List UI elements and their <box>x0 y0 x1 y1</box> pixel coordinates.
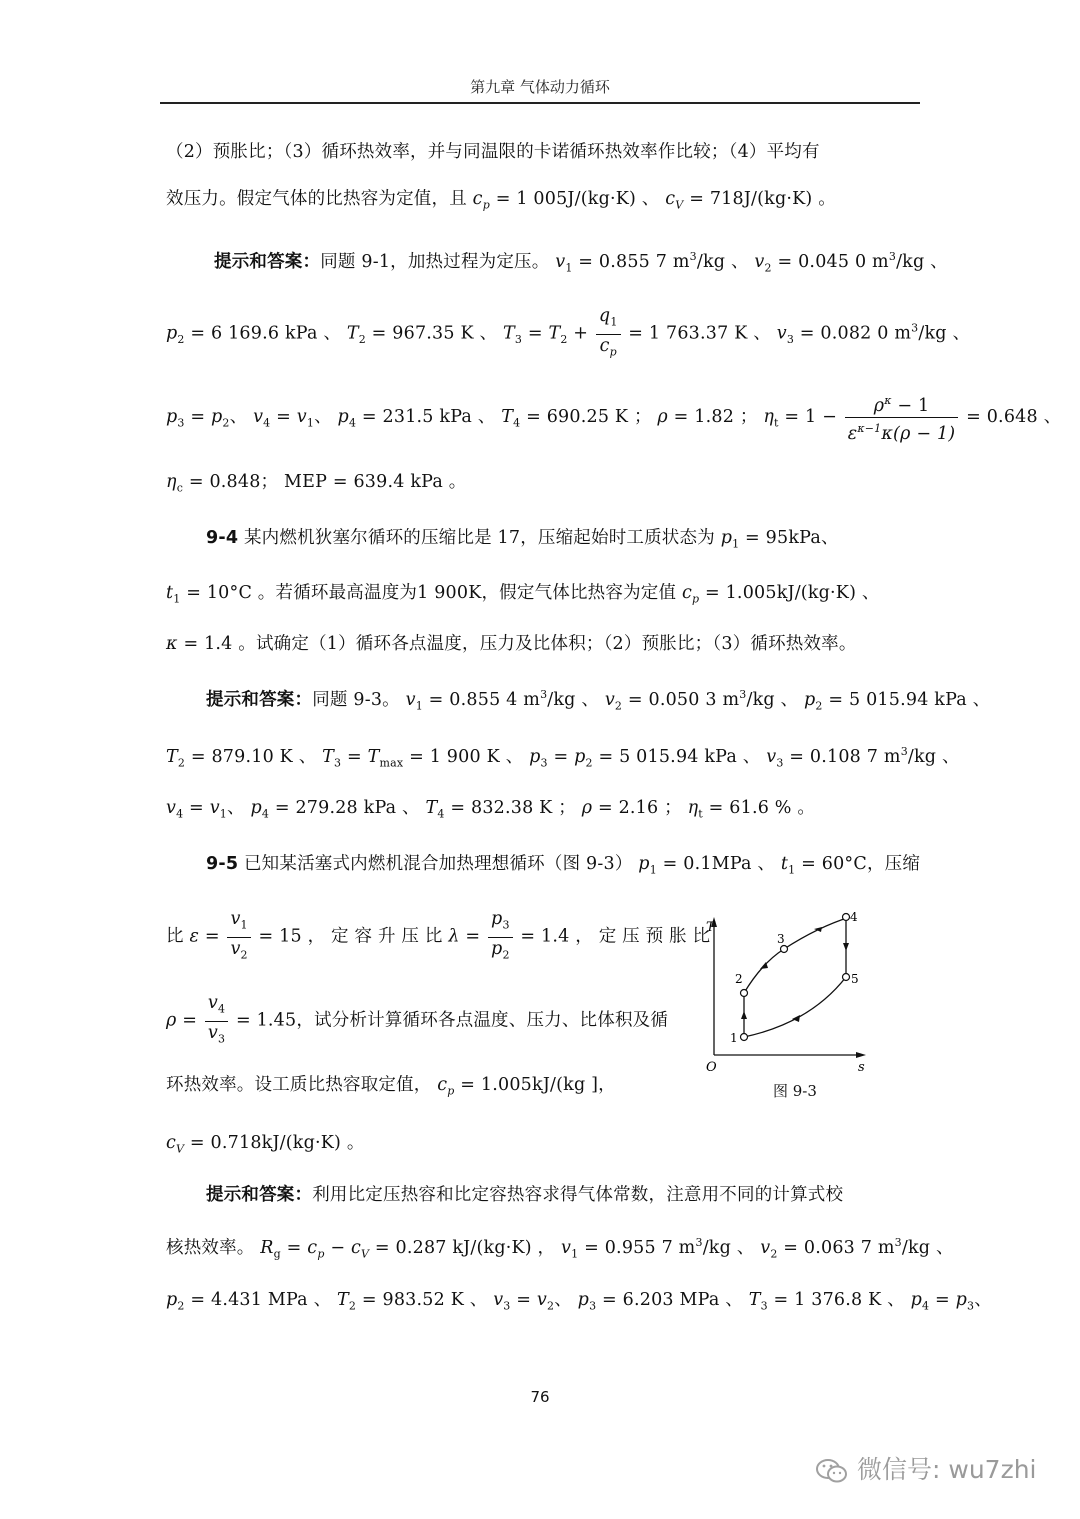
value-cv: = 718J/(kg·K) 。 <box>683 189 836 209</box>
problem-text: = 1.4 ， 定 压 预 胀 比 <box>514 926 711 947</box>
symbol-v: v <box>776 323 787 344</box>
sub-p: p <box>447 1084 455 1098</box>
answer-9-5-line-1 <box>206 1180 956 1210</box>
value-rho: = 1.82 ； <box>667 406 758 427</box>
unit: /kg 、 <box>907 746 960 767</box>
sub-2: 2 <box>560 333 568 346</box>
sub-1: 1 <box>219 807 227 821</box>
sup-3: 3 <box>911 321 919 335</box>
sub-max: max <box>379 756 404 770</box>
sub-1: 1 <box>306 416 315 430</box>
symbol-c: c <box>472 189 483 209</box>
symbol-lambda: λ <box>448 926 460 947</box>
symbol-p: p <box>577 1290 590 1310</box>
equals: = <box>547 746 575 767</box>
problem-text: 环热效率。设工质比热容取定值， <box>166 1075 432 1095</box>
answer-text: 利用比定压热容和比定容热容求得气体常数，注意用不同的计算式校 <box>312 1185 844 1205</box>
sub-2: 2 <box>177 1299 185 1313</box>
symbol-T: T <box>501 406 514 427</box>
sub-3: 3 <box>503 1299 511 1313</box>
sub-2: 2 <box>177 756 186 770</box>
sep: 、 <box>226 798 245 818</box>
symbol-v: v <box>760 1237 771 1258</box>
point-label-3: 3 <box>777 932 785 946</box>
problem-9-5-line-3: ρ = $\frac{v_4}{v_3}$ = 1.45，试分析计算循环各点温度、压力、比体积及循 <box>166 992 686 1050</box>
answer-9-5-line-3 <box>166 1285 992 1322</box>
symbol-p: p <box>910 1290 923 1310</box>
symbol-epsilon: ε <box>189 926 200 947</box>
value-p1: = 0.1MPa 、 <box>656 854 776 874</box>
value-p4: = 231.5 kPa 、 <box>356 406 496 427</box>
sub-1: 1 <box>732 537 740 551</box>
state-point-4 <box>843 914 850 921</box>
hint-label: 提示和答案： <box>206 1185 313 1205</box>
sub-4: 4 <box>176 807 184 821</box>
text-line-1 <box>166 137 916 167</box>
symbol-t: t <box>166 583 174 603</box>
sub-3: 3 <box>217 1032 226 1045</box>
arrow-icon <box>792 1015 800 1022</box>
value-v3: = 0.082 0 m <box>794 323 912 344</box>
sup-3: 3 <box>695 1236 703 1249</box>
problem-9-4-line-1 <box>206 523 956 560</box>
origin-label: O <box>706 1060 717 1075</box>
point-label-5: 5 <box>851 972 859 986</box>
problem-text: = 1.45，试分析计算循环各点温度、压力、比体积及循 <box>230 1010 669 1031</box>
sub-3: 3 <box>760 1299 768 1313</box>
sep: 、 <box>229 406 248 427</box>
sub-2: 2 <box>770 1247 778 1261</box>
symbol-c: c <box>166 1133 177 1153</box>
axis-label-s: s <box>858 1060 865 1075</box>
value-eta: = 61.6 % 。 <box>702 798 816 818</box>
symbol-T: T <box>548 323 561 344</box>
symbol-p: p <box>250 798 262 818</box>
value-p3: = 6.203 MPa 、 <box>596 1290 743 1310</box>
value-p4: = 279.28 kPa 、 <box>269 798 420 818</box>
fraction-v4-v3 <box>205 992 228 1050</box>
hint-label: 提示和答案： <box>206 689 313 710</box>
value-T3: = 1 376.8 K 、 <box>767 1290 905 1310</box>
symbol-T: T <box>367 746 380 767</box>
equals: = <box>184 406 211 427</box>
sub-g: g <box>273 1247 281 1261</box>
symbol-c: c <box>437 1075 448 1095</box>
symbol-eta: η <box>687 798 699 818</box>
problem-9-4-line-2 <box>166 578 916 615</box>
figure-caption: 图 9-3 <box>773 1082 817 1100</box>
wechat-icon <box>815 1457 849 1485</box>
sub-2: 2 <box>222 416 230 430</box>
sub-4: 4 <box>437 807 445 821</box>
hint-label: 提示和答案： <box>214 251 321 272</box>
chapter-header: 第九章 气体动力循环 <box>470 78 610 96</box>
symbol-v: v <box>230 938 241 959</box>
sub-t: t <box>698 807 703 821</box>
symbol-v: v <box>561 1237 572 1258</box>
value-p2: = 5 015.94 kPa 、 <box>822 689 991 710</box>
problem-text: 已知某活塞式内燃机混合加热理想循环（图 9-3） <box>238 854 633 874</box>
value-cp: = 1 005J/(kg·K) 、 <box>489 189 660 209</box>
sup-kappa-1: κ−1 <box>857 421 882 435</box>
sub-p: p <box>691 592 700 606</box>
state-point-3 <box>781 946 788 953</box>
sub-2: 2 <box>585 756 593 770</box>
sub-V: V <box>675 198 684 212</box>
sub-1: 1 <box>240 918 248 932</box>
symbol-v: v <box>230 909 241 929</box>
unit: /kg 、 <box>918 323 971 344</box>
value-p1: = 95kPa、 <box>739 528 839 548</box>
value-v1: = 0.855 4 m <box>422 689 541 710</box>
sub-3: 3 <box>334 756 342 770</box>
answer-text: 同题 9-1，加热过程为定压。 <box>320 251 550 272</box>
value-v3: = 0.108 7 m <box>783 746 901 767</box>
equals: = <box>280 1237 308 1258</box>
problem-text: 效压力。假定气体的比热容为定值，且 <box>166 189 467 209</box>
value-t1: = 60°C，压缩 <box>795 854 921 874</box>
problem-9-5-line-5 <box>166 1128 916 1165</box>
value-rho: = 2.16 ； <box>592 798 682 818</box>
equals: = <box>183 798 210 818</box>
symbol-p: p <box>574 746 586 767</box>
point-label-4: 4 <box>850 910 858 924</box>
symbol-p: p <box>166 1290 178 1310</box>
problem-9-5-line-4 <box>166 1070 686 1107</box>
symbol-v: v <box>296 406 307 427</box>
answer-9-4-line-1 <box>206 680 991 721</box>
symbol-v: v <box>207 993 218 1013</box>
symbol-q: q <box>598 306 611 326</box>
fraction-v1-v2 <box>227 908 250 966</box>
process-5-1 <box>744 977 846 1037</box>
watermark <box>815 1450 1050 1490</box>
sub-V: V <box>176 1142 185 1156</box>
header-rule <box>160 102 920 104</box>
symbol-T: T <box>166 746 178 767</box>
unit: /kg 、 <box>896 251 948 272</box>
sup-3: 3 <box>900 745 908 758</box>
symbol-rho: ρ <box>581 798 593 818</box>
symbol-c: c <box>350 1237 361 1258</box>
symbol-p: p <box>804 689 816 710</box>
sup-3: 3 <box>739 688 747 701</box>
sub-3: 3 <box>786 333 795 346</box>
symbol-p: p <box>955 1290 968 1310</box>
symbol-T: T <box>337 1290 349 1310</box>
s-axis-arrow-icon <box>856 1052 866 1058</box>
sub-4: 4 <box>348 416 357 430</box>
state-point-5 <box>843 974 850 981</box>
sub-p: p <box>609 345 617 358</box>
answer-9-5-line-2 <box>166 1228 954 1269</box>
point-label-1: 1 <box>730 1031 738 1045</box>
sub-2: 2 <box>502 948 510 961</box>
process-3-4 <box>784 917 850 949</box>
value-Rg: = 0.287 kJ/(kg·K) ， <box>369 1237 556 1258</box>
sub-4: 4 <box>513 416 521 430</box>
sub-3: 3 <box>514 333 523 346</box>
sub-4: 4 <box>263 416 271 430</box>
equals: = <box>522 323 549 344</box>
minus: − <box>324 1237 351 1258</box>
sub-3: 3 <box>177 416 185 430</box>
arrow-icon <box>741 1011 747 1019</box>
value-T4: = 832.38 K ； <box>444 798 576 818</box>
answer-line-1 <box>214 242 964 283</box>
sup-3: 3 <box>689 250 697 263</box>
unit: /kg 、 <box>746 689 799 710</box>
value-cp: = 1.005kJ/(kg ]， <box>454 1075 616 1095</box>
sub-4: 4 <box>217 1002 226 1016</box>
sub-t: t <box>774 416 779 430</box>
sep: 、 <box>314 406 332 427</box>
value-T3: = 1 763.37 K 、 <box>622 323 771 344</box>
sub-1: 1 <box>610 315 618 329</box>
symbol-p: p <box>491 909 503 929</box>
sub-p: p <box>317 1247 325 1261</box>
value-v1: = 0.955 7 m <box>578 1237 696 1258</box>
sub-2: 2 <box>614 699 623 713</box>
answer-text: 同题 9-3。 <box>312 689 400 710</box>
value-cp: = 1.005kJ/(kg·K) 、 <box>699 583 880 603</box>
unit: /kg 、 <box>547 689 600 710</box>
fraction-p3-p2 <box>488 908 513 966</box>
symbol-c: c <box>307 1237 318 1258</box>
value-p2: = 6 169.6 kPa 、 <box>184 323 342 344</box>
sub-3: 3 <box>589 1299 597 1313</box>
watermark-text: 微信号: wu7zhi <box>857 1455 1037 1484</box>
symbol-T: T <box>502 323 515 344</box>
value-T2: = 967.35 K 、 <box>365 323 498 344</box>
value-p3: = 5 015.94 kPa 、 <box>592 746 761 767</box>
sub-c: c <box>176 481 184 495</box>
symbol-v: v <box>555 251 566 272</box>
symbol-p: p <box>166 323 178 344</box>
sub-3: 3 <box>540 756 548 770</box>
symbol-p: p <box>211 406 223 427</box>
sub-2: 2 <box>240 948 248 961</box>
symbol-p: p <box>337 406 349 427</box>
symbol-R: R <box>260 1237 274 1258</box>
symbol-v: v <box>754 251 765 272</box>
axis-label-t: T <box>706 920 715 935</box>
value-v1: = 0.855 7 m <box>572 251 690 272</box>
symbol-p: p <box>166 406 178 427</box>
problem-text: 某内燃机狄塞尔循环的压缩比是 17，压缩起始时工质状态为 <box>238 528 715 548</box>
problem-text: = 15 ， 定 容 升 压 比 <box>252 926 449 947</box>
value-eta: = 0.648 、 <box>960 406 1062 427</box>
symbol-eta: η <box>166 472 177 492</box>
symbol-v: v <box>253 406 264 427</box>
value-v2: = 0.063 7 m <box>777 1237 895 1258</box>
answer-line-2 <box>166 305 971 363</box>
answer-9-4-line-3 <box>166 793 916 830</box>
sub-3: 3 <box>776 756 784 770</box>
sub-1: 1 <box>173 592 181 606</box>
symbol-p: p <box>491 938 503 959</box>
symbol-v: v <box>493 1290 504 1310</box>
arrow-icon <box>843 943 849 951</box>
symbol-c: c <box>681 583 692 603</box>
unit: /kg 、 <box>901 1237 954 1258</box>
symbol-rho: ρ <box>873 395 885 416</box>
value-cv: = 0.718kJ/(kg·K) 。 <box>184 1133 365 1153</box>
kappa-rho: κ(ρ − 1) <box>881 423 956 444</box>
equals: = <box>510 1290 537 1310</box>
process-2-3 <box>744 949 784 993</box>
equals: = <box>929 1290 956 1310</box>
sup-3: 3 <box>540 688 548 701</box>
equals: = <box>341 746 368 767</box>
sup-kappa: κ <box>884 394 892 407</box>
symbol-rho: ρ <box>166 1010 177 1031</box>
sub-3: 3 <box>967 1299 975 1313</box>
symbol-T: T <box>748 1290 761 1310</box>
symbol-c: c <box>599 335 610 356</box>
answer-9-4-line-2 <box>166 737 960 778</box>
problem-9-5-line-2: 比 ε = $\frac{v_1}{v_2}$ = 15 ， 定 容 升 压 比 λ = $\frac{p_3}{p_2}$ = 1.4 ， 定 压 预 胀 比 <box>166 908 686 966</box>
sub-4: 4 <box>261 807 270 821</box>
symbol-p: p <box>720 528 733 548</box>
symbol-T: T <box>346 323 359 344</box>
answer-line-4 <box>166 467 916 504</box>
sub-p: p <box>482 198 490 212</box>
unit: /kg 、 <box>696 251 749 272</box>
value-T2: = 983.52 K 、 <box>356 1290 488 1310</box>
ts-diagram <box>700 905 880 1105</box>
fraction-q1-cp <box>596 305 621 363</box>
problem-number: 9-5 <box>206 854 239 874</box>
problem-text: = 10°C 。若循环最高温度为1 900K，假定气体比热容为定值 <box>180 583 677 603</box>
symbol-kappa: κ <box>166 634 178 654</box>
sub-1: 1 <box>649 863 657 877</box>
symbol-v: v <box>209 798 220 818</box>
symbol-v: v <box>604 689 615 710</box>
sup-3: 3 <box>888 250 897 263</box>
symbol-v: v <box>166 798 177 818</box>
symbol-v: v <box>766 746 777 767</box>
value-etac-mep: = 0.848； MEP = 639.4 kPa 。 <box>183 472 467 492</box>
page-number: 76 <box>530 1388 550 1406</box>
sub-1: 1 <box>788 863 796 877</box>
sub-2: 2 <box>358 333 366 346</box>
sup-3: 3 <box>894 1236 902 1249</box>
value-T3: = 1 900 K 、 <box>403 746 524 767</box>
symbol-T: T <box>425 798 438 818</box>
value-T2: = 879.10 K 、 <box>185 746 317 767</box>
value-v2: = 0.050 3 m <box>622 689 740 710</box>
point-label-2: 2 <box>735 972 743 986</box>
state-point-1 <box>741 1034 748 1041</box>
problem-9-5-line-1 <box>206 849 956 886</box>
value-T4: = 690.25 K ； <box>520 406 652 427</box>
sub-2: 2 <box>348 1299 357 1313</box>
problem-text: 比 <box>166 926 184 947</box>
value-p2: = 4.431 MPa 、 <box>184 1290 332 1310</box>
state-point-2 <box>741 990 748 997</box>
minus-one: − 1 <box>891 395 930 416</box>
symbol-v: v <box>207 1022 218 1043</box>
symbol-eta: η <box>763 406 774 427</box>
symbol-epsilon: ε <box>847 423 858 444</box>
symbol-v: v <box>405 689 416 710</box>
sub-1: 1 <box>571 1247 579 1261</box>
problem-number: 9-4 <box>206 528 239 548</box>
eq-part: = 1 − <box>778 406 843 427</box>
sep: 、 <box>554 1290 572 1310</box>
symbol-p: p <box>638 854 650 874</box>
symbol-t: t <box>780 854 789 874</box>
problem-text: （2）预胀比；（3）循环热效率，并与同温限的卡诺循环热效率作比较；（4）平均有 <box>166 142 820 162</box>
value-v2: = 0.045 0 m <box>771 251 889 272</box>
symbol-c: c <box>665 189 676 209</box>
sub-1: 1 <box>415 699 423 713</box>
symbol-p: p <box>529 746 541 767</box>
sep: 、 <box>974 1290 992 1310</box>
fraction-efficiency <box>845 390 959 445</box>
symbol-rho: ρ <box>657 406 668 427</box>
text-line-2 <box>166 184 916 221</box>
symbol-v: v <box>536 1290 547 1310</box>
sub-V: V <box>360 1247 370 1261</box>
sub-2: 2 <box>546 1299 555 1313</box>
sub-3: 3 <box>502 918 510 932</box>
problem-text: = 1.4 。试确定（1）循环各点温度，压力及比体积；（2）预胀比；（3）循环热效率。 <box>177 634 857 654</box>
sub-4: 4 <box>922 1299 930 1313</box>
problem-9-4-line-3 <box>166 629 916 659</box>
answer-text: 核热效率。 <box>166 1237 255 1258</box>
equals: = <box>270 406 297 427</box>
sub-2: 2 <box>815 699 823 713</box>
symbol-T: T <box>322 746 335 767</box>
unit: /kg 、 <box>702 1237 755 1258</box>
plus: + <box>567 323 594 344</box>
sub-2: 2 <box>177 333 185 346</box>
sub-2: 2 <box>764 261 772 275</box>
sub-1: 1 <box>565 261 573 275</box>
